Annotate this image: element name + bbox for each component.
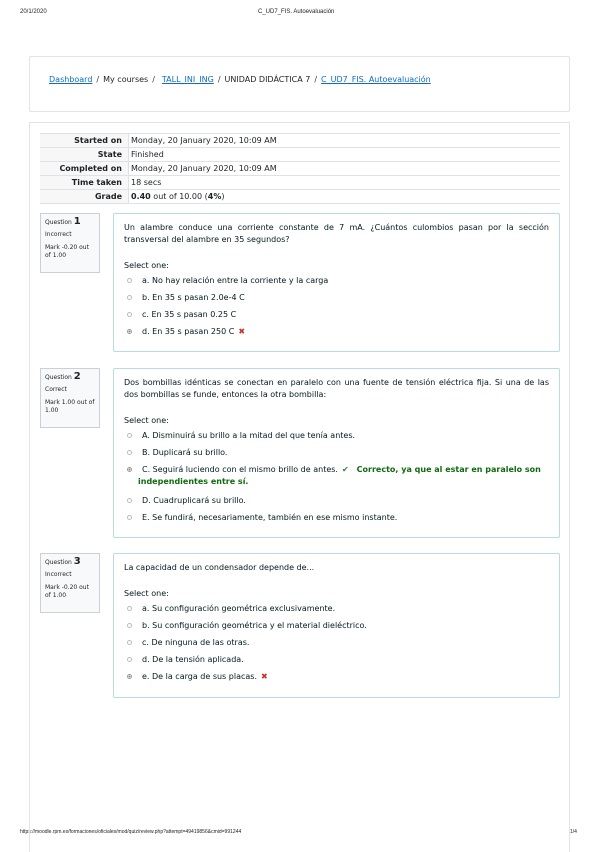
grade-score: 0.40 bbox=[131, 192, 151, 201]
correct-icon: ✔ bbox=[341, 465, 349, 474]
answer-option[interactable] bbox=[124, 492, 549, 509]
answer-label: C. Seguirá luciendo con el mismo brillo de antes. bbox=[142, 465, 338, 474]
question-mark: Mark -0.20 out of 1.00 bbox=[45, 244, 89, 259]
breadcrumb-separator: / bbox=[217, 75, 221, 84]
radio-button[interactable] bbox=[127, 657, 132, 662]
question-number: 3 bbox=[73, 556, 81, 567]
answer-label: a. Su configuración geométrica exclusivamente. bbox=[142, 603, 336, 613]
answer-option[interactable] bbox=[124, 427, 549, 444]
summary-label: Time taken bbox=[40, 176, 129, 190]
radio-button[interactable] bbox=[127, 515, 132, 520]
radio-button-selected[interactable] bbox=[127, 674, 132, 679]
question-mark: Mark -0.20 out of 1.00 bbox=[45, 584, 89, 599]
radio-button[interactable] bbox=[127, 640, 132, 645]
answer-label: c. De ninguna de las otras. bbox=[142, 637, 250, 647]
summary-label: Started on bbox=[40, 134, 129, 148]
question-text: La capacidad de un condensador depende de... bbox=[124, 563, 315, 572]
radio-button[interactable] bbox=[127, 498, 132, 503]
radio-button[interactable] bbox=[127, 623, 132, 628]
breadcrumb bbox=[49, 75, 431, 84]
breadcrumb-my-courses[interactable]: My courses bbox=[103, 75, 149, 84]
summary-value: Finished bbox=[129, 148, 561, 162]
grade-close: ) bbox=[221, 192, 225, 201]
question-text: Dos bombillas idénticas se conectan en paralelo con una fuente de tensión eléctrica fija. Si una de las dos bombillas se funde, entonces la otra bombilla: bbox=[124, 378, 549, 399]
question-info bbox=[40, 213, 100, 273]
radio-button-selected[interactable] bbox=[127, 467, 132, 472]
answer-label: b. En 35 s pasan 2.0e-4 C bbox=[142, 292, 245, 302]
summary-value: 18 secs bbox=[129, 176, 561, 190]
answer-option-selected[interactable] bbox=[124, 668, 549, 685]
radio-button-selected[interactable] bbox=[127, 329, 132, 334]
radio-button[interactable] bbox=[127, 278, 132, 283]
question-label: Question bbox=[45, 374, 72, 381]
grade-out-of: out of 10.00 ( bbox=[150, 192, 208, 201]
question-text: Un alambre conduce una corriente constante de 7 mA. ¿Cuántos culombios pasan por la sección transversal del alambre en 35 segundos? bbox=[124, 223, 549, 244]
answer-option[interactable] bbox=[124, 600, 549, 617]
breadcrumb-dashboard[interactable]: Dashboard bbox=[49, 75, 93, 84]
radio-button[interactable] bbox=[127, 295, 132, 300]
answer-label: d. De la tensión aplicada. bbox=[142, 654, 244, 664]
summary-row-grade bbox=[40, 190, 560, 204]
question-content bbox=[113, 368, 560, 538]
summary-label: Completed on bbox=[40, 162, 129, 176]
summary-row-time-taken bbox=[40, 176, 560, 190]
answer-feedback: Correcto, ya que al estar en paralelo son bbox=[356, 465, 541, 474]
print-title: C_UD7_FIS. Autoevaluación bbox=[258, 9, 335, 15]
print-date: 20/1/2020 bbox=[20, 9, 47, 15]
summary-row-state bbox=[40, 148, 560, 162]
question-mark: Mark 1.00 out of 1.00 bbox=[45, 399, 95, 414]
question-number: 2 bbox=[73, 371, 81, 382]
summary-label: Grade bbox=[40, 190, 129, 204]
answer-label: d. En 35 s pasan 250 C bbox=[142, 326, 235, 336]
radio-button[interactable] bbox=[127, 433, 132, 438]
select-one-prompt: Select one: bbox=[124, 589, 169, 598]
breadcrumb-separator: / bbox=[96, 75, 100, 84]
select-one-prompt: Select one: bbox=[124, 261, 169, 270]
summary-row-started bbox=[40, 134, 560, 148]
incorrect-icon: ✖ bbox=[238, 326, 246, 336]
summary-value: Monday, 20 January 2020, 10:09 AM bbox=[129, 134, 561, 148]
question-info bbox=[40, 368, 100, 428]
incorrect-icon: ✖ bbox=[260, 671, 268, 681]
breadcrumb-quiz[interactable]: C_UD7_FIS. Autoevaluación bbox=[321, 75, 431, 84]
summary-value bbox=[129, 190, 561, 204]
breadcrumb-course[interactable]: TALL_INI_ING bbox=[161, 75, 214, 84]
question-label: Question bbox=[45, 559, 72, 566]
answer-option[interactable] bbox=[124, 444, 549, 461]
attempt-summary-table bbox=[40, 133, 560, 204]
summary-value: Monday, 20 January 2020, 10:09 AM bbox=[129, 162, 561, 176]
question-info bbox=[40, 553, 100, 613]
answer-label: c. En 35 s pasan 0.25 C bbox=[142, 309, 237, 319]
question-content bbox=[113, 213, 560, 352]
radio-button[interactable] bbox=[127, 450, 132, 455]
summary-label: State bbox=[40, 148, 129, 162]
breadcrumb-separator: / bbox=[314, 75, 318, 84]
question-label: Question bbox=[45, 219, 72, 226]
breadcrumb-separator: / bbox=[152, 75, 155, 84]
answer-option[interactable] bbox=[124, 634, 549, 651]
breadcrumb-container bbox=[29, 56, 570, 112]
answer-feedback-continued: independientes entre sí. bbox=[138, 477, 249, 486]
answer-label: D. Cuadruplicará su brillo. bbox=[142, 495, 246, 505]
grade-percent: 4% bbox=[207, 192, 222, 201]
answer-option[interactable] bbox=[124, 651, 549, 668]
answer-label: a. No hay relación entre la corriente y la carga bbox=[142, 275, 329, 285]
answer-option[interactable] bbox=[124, 289, 549, 306]
question-state: Incorrect bbox=[45, 571, 72, 578]
question-state: Incorrect bbox=[45, 231, 72, 238]
breadcrumb-unit[interactable]: UNIDAD DIDÁCTICA 7 bbox=[224, 75, 311, 84]
answer-option[interactable] bbox=[124, 306, 549, 323]
print-page-number: 1/4 bbox=[570, 829, 577, 835]
answer-option-selected[interactable] bbox=[124, 461, 549, 492]
question-number: 1 bbox=[73, 216, 81, 227]
radio-button[interactable] bbox=[127, 312, 132, 317]
answer-label: B. Duplicará su brillo. bbox=[142, 447, 228, 457]
answer-option-selected[interactable] bbox=[124, 323, 549, 340]
answer-option[interactable] bbox=[124, 617, 549, 634]
answer-label: E. Se fundirá, necesariamente, también en ese mismo instante. bbox=[142, 512, 398, 522]
question-state: Correct bbox=[45, 386, 67, 393]
answer-option[interactable] bbox=[124, 509, 549, 526]
answer-label: A. Disminuirá su brillo a la mitad del que tenía antes. bbox=[142, 430, 356, 440]
select-one-prompt: Select one: bbox=[124, 416, 169, 425]
question-content bbox=[113, 553, 560, 698]
radio-button[interactable] bbox=[127, 606, 132, 611]
summary-row-completed bbox=[40, 162, 560, 176]
answer-label: e. De la carga de sus placas. bbox=[142, 671, 257, 681]
print-url: https://moodle.rpm.es/formaciones/oficiales/mod/quiz/review.php?attempt=49419856&cmid=991244 bbox=[20, 829, 242, 835]
answer-option[interactable] bbox=[124, 272, 549, 289]
answer-label: b. Su configuración geométrica y el material dieléctrico. bbox=[142, 620, 367, 630]
